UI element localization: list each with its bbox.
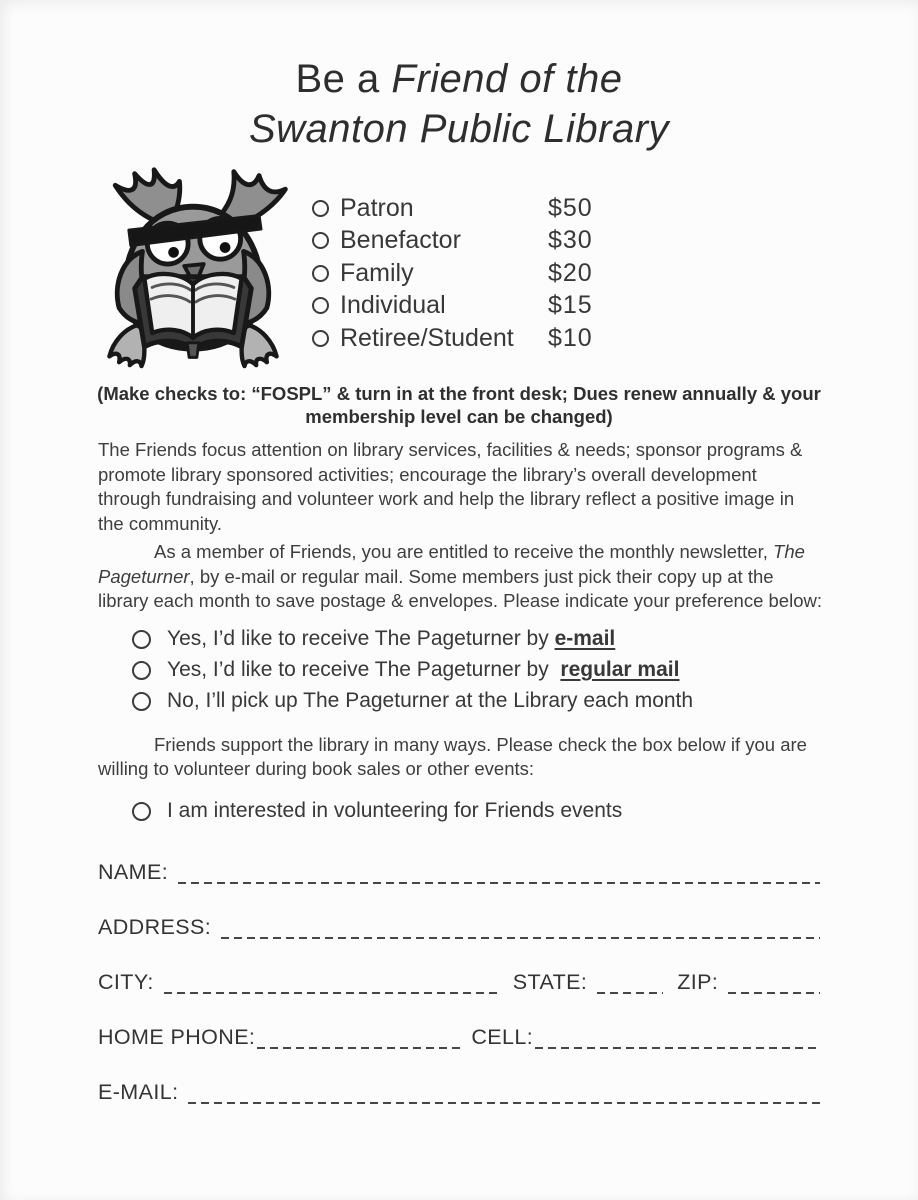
option-underlined-term: e-mail [554,627,616,650]
volunteer-paragraph: Friends support the library in many ways. Please check the box below if you are willing to volunteer during book sales or other events: [98,733,807,779]
state-field-line[interactable] [597,983,663,995]
newsletter-options-list [132,624,918,717]
membership-option-retiree-student [312,322,593,355]
phone-row [98,1024,822,1050]
membership-price: $50 [548,193,593,222]
option-text: No, I’ll pick up The Pageturner at the Library each month [167,689,694,712]
option-underlined-term: regular mail [560,658,680,681]
newsletter-paragraph [98,540,822,614]
email-label: E-MAIL: [98,1079,179,1104]
membership-label: Benefactor [340,226,461,255]
page-title-line2: Swanton Public Library [248,107,670,151]
newsletter-option-regular-mail [132,655,918,686]
name-row [98,859,822,885]
zip-label: ZIP: [677,969,719,994]
membership-option-patron [312,192,593,225]
address-field-line[interactable] [221,928,820,940]
membership-price: $20 [548,258,593,287]
checks-note: (Make checks to: “FOSPL” & turn in at the front desk; Dues renew annually & your membership level can be changed) [97,383,821,427]
email-row [98,1079,822,1105]
option-text: Yes, I’d like to receive The Pageturner by [167,627,555,650]
city-state-zip-row [98,969,822,995]
friends-description-paragraph: The Friends focus attention on library services, facilities & needs; sponsor programs & promote library sponsored activities; encourage the library’s overall development through fundraising and volunteer work and help the library reflect a positive image in the community. [98,439,803,534]
title-regular-text: Be a [295,57,392,101]
membership-option-family [312,257,593,290]
radio-circle-icon[interactable] [312,297,329,314]
volunteer-option-text: I am interested in volunteering for Friends events [167,799,623,822]
newsletter-paragraph-start: As a member of Friends, you are entitled to receive the monthly newsletter, [154,541,774,562]
radio-circle-icon[interactable] [132,692,151,711]
address-label: ADDRESS: [98,914,212,939]
home-phone-field-line[interactable] [257,1038,465,1050]
newsletter-title-italic: The Pageturner [98,541,805,587]
membership-price: $10 [548,323,593,352]
membership-option-benefactor [312,225,593,258]
name-label: NAME: [98,859,169,884]
radio-circle-icon[interactable] [312,232,329,249]
email-field-line[interactable] [188,1093,820,1105]
option-text: Yes, I’d like to receive The Pageturner by [167,658,561,681]
name-field-line[interactable] [178,873,820,885]
state-label: STATE: [512,969,588,994]
radio-circle-icon[interactable] [312,200,329,217]
address-row [98,914,822,940]
radio-circle-icon[interactable] [132,661,151,680]
cell-label: CELL: [471,1024,534,1049]
contact-form [98,859,822,1105]
page-title [0,54,918,154]
membership-label: Retiree/Student [340,323,514,352]
newsletter-option-email [132,624,918,655]
radio-circle-icon[interactable] [312,330,329,347]
volunteer-option [132,796,918,827]
zip-field-line[interactable] [728,983,820,995]
cell-field-line[interactable] [535,1038,820,1050]
home-phone-label: HOME PHONE: [98,1024,256,1049]
membership-label: Patron [340,193,414,222]
city-field-line[interactable] [164,983,499,995]
membership-level-list [312,162,593,370]
owl-reading-book-illustration [84,162,302,370]
newsletter-option-pickup [132,686,918,717]
membership-label: Family [340,258,414,287]
membership-option-individual [312,290,593,323]
membership-label: Individual [340,291,446,320]
membership-price: $15 [548,291,593,320]
checkbox-circle-icon[interactable] [132,802,151,821]
membership-price: $30 [548,226,593,255]
membership-section [84,162,918,370]
city-label: CITY: [98,969,154,994]
radio-circle-icon[interactable] [132,630,151,649]
title-italic-text: Friend of the [391,57,623,101]
radio-circle-icon[interactable] [312,265,329,282]
newsletter-paragraph-end: , by e-mail or regular mail. Some members just pick their copy up at the library each month to save postage & envelopes. Please indicate your preference below: [98,565,822,611]
page-title-line1 [0,54,918,104]
